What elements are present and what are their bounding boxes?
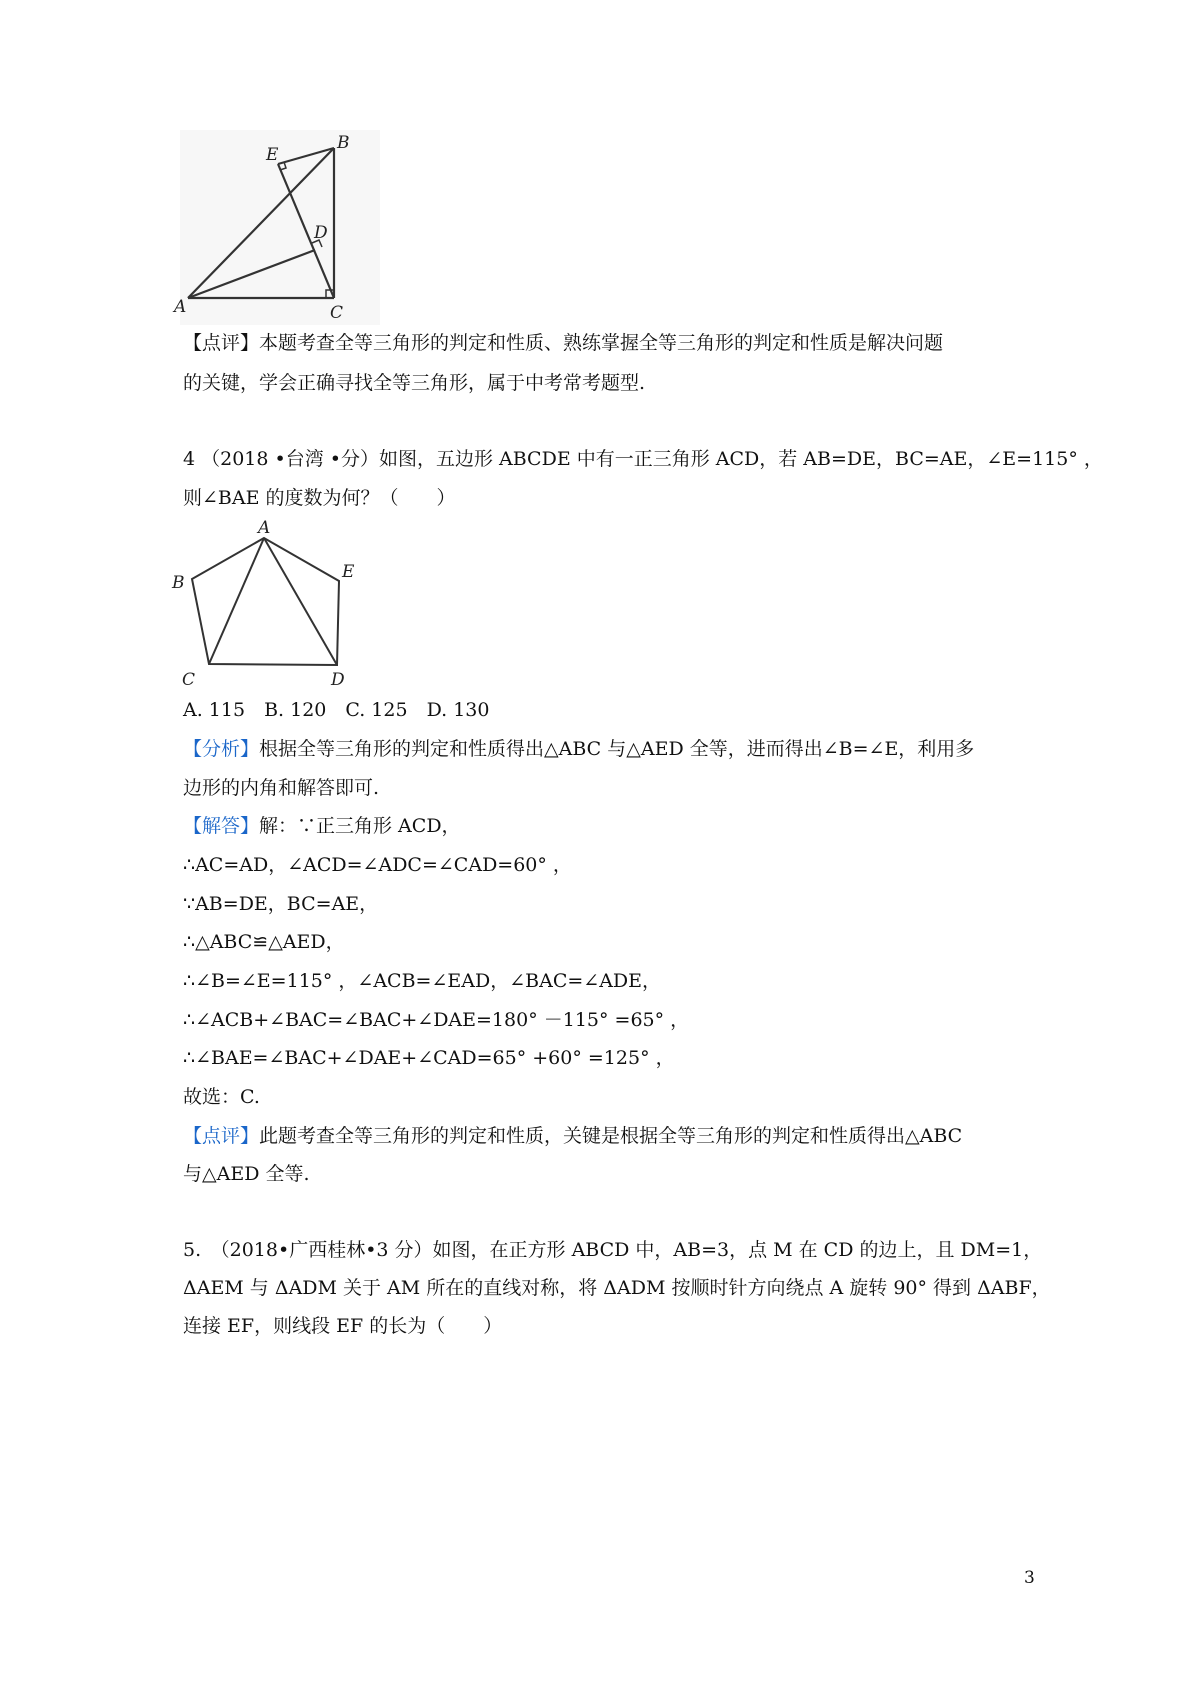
q4-analysis-line-2: 边形的内角和解答即可. (183, 777, 380, 799)
q4-step-3: ∴△ABC≌△AED， (183, 931, 345, 953)
q4-comment-line-1 (183, 1123, 962, 1149)
q4-comment-text-1: 此题考查全等三角形的判定和性质，关键是根据全等三角形的判定和性质得出△ABC (259, 1125, 963, 1147)
q4-step-2: ∵AB=DE，BC=AE， (183, 893, 379, 915)
q4-analysis-text-1: 根据全等三角形的判定和性质得出△ABC 与△AED 全等，进而得出∠B=∠E，利用多 (259, 738, 975, 760)
label-e: E (266, 145, 279, 165)
label-d: D (331, 670, 345, 690)
q4-step-1: ∴AC=AD，∠ACD=∠ADC=∠CAD=60° ， (183, 854, 572, 876)
segment-ac (209, 538, 264, 664)
q4-solution-head: 解：∵正三角形 ACD， (259, 815, 461, 837)
q4-step-7: 故选：C. (183, 1086, 260, 1108)
comment-1-tag: 点评 (202, 332, 241, 354)
label-a: A (174, 297, 187, 317)
q4-comment-line-2: 与△AED 全等. (183, 1163, 310, 1185)
q5-line-3: 连接 EF，则线段 EF 的长为（ ） (183, 1315, 503, 1337)
q4-stem-line-1: 4 （2018 •台湾 •分）如图，五边形 ABCDE 中有一正三角形 ACD，若 AB=DE，BC=AE，∠E=115° ， (183, 448, 1103, 470)
q4-analysis-tag: 【分析】 (183, 738, 260, 760)
comment-1-text-1: 本题考查全等三角形的判定和性质、熟练掌握全等三角形的判定和性质是解决问题 (259, 332, 944, 354)
figure-1-diagram (174, 130, 380, 325)
q4-solution-line (183, 813, 461, 839)
q4-solution-tag: 【解答】 (183, 815, 260, 837)
comment-1-tag-close: 】 (240, 332, 260, 354)
comment-1-line-1 (183, 330, 943, 356)
q4-step-5: ∴∠ACB+∠BAC=∠BAC+∠DAE=180° －115° =65° ， (183, 1009, 690, 1031)
q4-comment-tag: 【点评】 (183, 1125, 260, 1147)
label-b: B (337, 133, 350, 153)
q4-analysis-line-1 (183, 736, 974, 762)
pentagon-abcde (192, 538, 339, 665)
page-number: 3 (1024, 1568, 1035, 1588)
q4-options: A. 115 B. 120 C. 125 D. 130 (183, 699, 490, 721)
q4-step-4: ∴∠B=∠E=115° ，∠ACB=∠EAD，∠BAC=∠ADE， (183, 970, 662, 992)
label-d: D (314, 223, 328, 243)
q4-pentagon-diagram (172, 517, 390, 690)
q4-step-6: ∴∠BAE=∠BAC+∠DAE+∠CAD=65° +60° =125° ， (183, 1047, 675, 1069)
label-e: E (342, 562, 355, 582)
comment-1-line-2: 的关键，学会正确寻找全等三角形，属于中考常考题型. (183, 372, 646, 394)
q5-line-1: 5. （2018•广西桂林•3 分）如图，在正方形 ABCD 中，AB=3，点 M 在 CD 的边上，且 DM=1， (183, 1239, 1043, 1261)
label-c: C (182, 670, 196, 690)
label-c: C (330, 303, 344, 323)
comment-1-tag-open: 【 (183, 332, 203, 354)
q5-line-2: ΔAEM 与 ΔADM 关于 AM 所在的直线对称，将 ΔADM 按顺时针方向绕点 A 旋转 90° 得到 ΔABF， (183, 1277, 1051, 1299)
q4-stem-line-2: 则∠BAE 的度数为何？（ ） (183, 487, 456, 509)
label-b: B (172, 573, 185, 593)
label-a: A (258, 518, 271, 538)
segment-ad (264, 538, 337, 665)
